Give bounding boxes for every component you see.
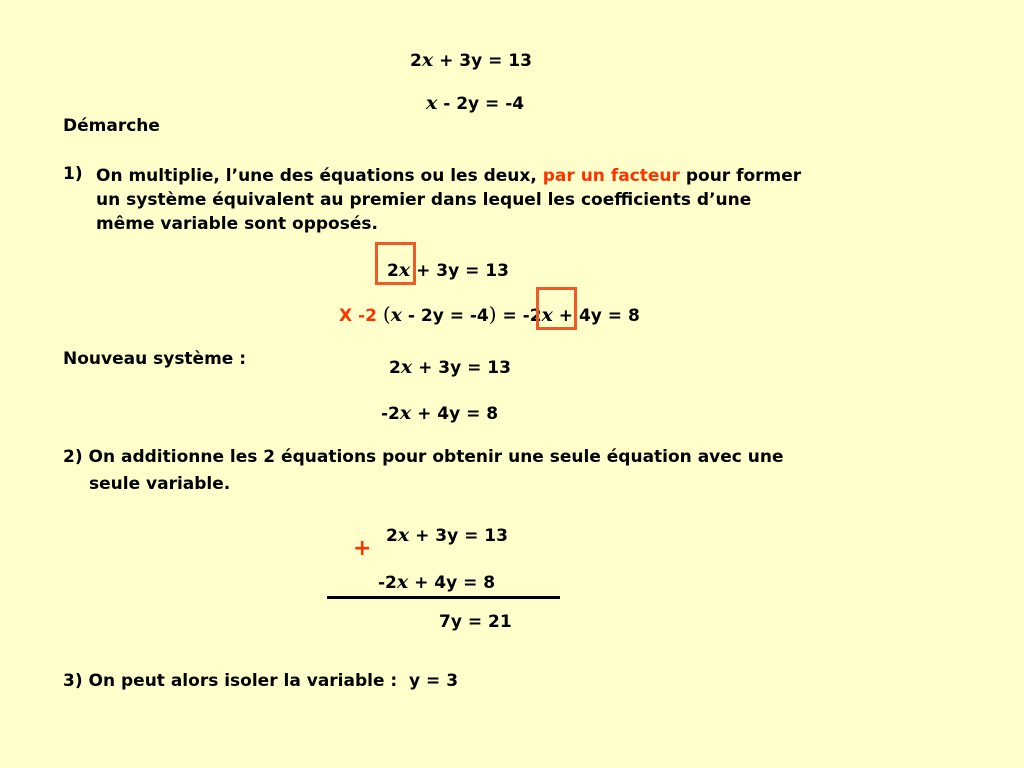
var-x: x (398, 259, 411, 281)
highlight-box-neg2x (536, 287, 577, 330)
eq-rest: + 3y = 13 (433, 51, 532, 71)
step1-number: 1) (63, 164, 83, 184)
nouveau-label: Nouveau système : (63, 349, 247, 369)
step1-line3: même variable sont opposés. (96, 214, 378, 234)
step2-result: 7y = 21 (439, 612, 512, 632)
multiplier: X -2 (339, 306, 383, 326)
var-x: x (390, 304, 402, 326)
var-x: x (397, 524, 410, 546)
step1-text (96, 164, 801, 236)
var-x: x (421, 49, 434, 71)
var-x: x (399, 402, 412, 424)
nouveau-eq2: -2x + 4y = 8 (381, 402, 499, 424)
var-x: x (400, 356, 413, 378)
step3-text: 3) On peut alors isoler la variable : y = 3 (63, 671, 459, 691)
step2-line1: 2) On additionne les 2 équations pour obtenir une seule équation avec une (63, 447, 784, 467)
demarche-heading: Démarche (63, 116, 160, 136)
step2-eq2: -2x + 4y = 8 (378, 571, 496, 593)
step1-line1: On multiplie, l’une des équations ou les deux, par un facteur pour former (96, 166, 802, 186)
var-x: x (541, 304, 553, 326)
highlight-box-2x (375, 242, 416, 285)
sum-line (327, 596, 560, 599)
system-eq2 (426, 92, 524, 114)
system-eq1 (410, 49, 532, 71)
nouveau-eq1: 2x + 3y = 13 (389, 356, 511, 378)
step1-eq2: X -2 (x - 2y = -4) = -2x + 4y = 8 (339, 302, 640, 326)
eq-rest: - 2y = -4 (437, 94, 525, 114)
coef: 2 (410, 51, 422, 71)
step1-line2: un système équivalent au premier dans lequel les coefficients d’une (96, 190, 752, 210)
step1-eq1: 2x + 3y = 13 (387, 259, 509, 281)
var-x: x (396, 571, 409, 593)
highlight-facteur: par un facteur (542, 166, 680, 186)
step2-line2: seule variable. (89, 474, 231, 494)
plus-sign: + (353, 536, 372, 561)
var-x: x (426, 92, 438, 114)
step2-eq1: 2x + 3y = 13 (386, 524, 508, 546)
